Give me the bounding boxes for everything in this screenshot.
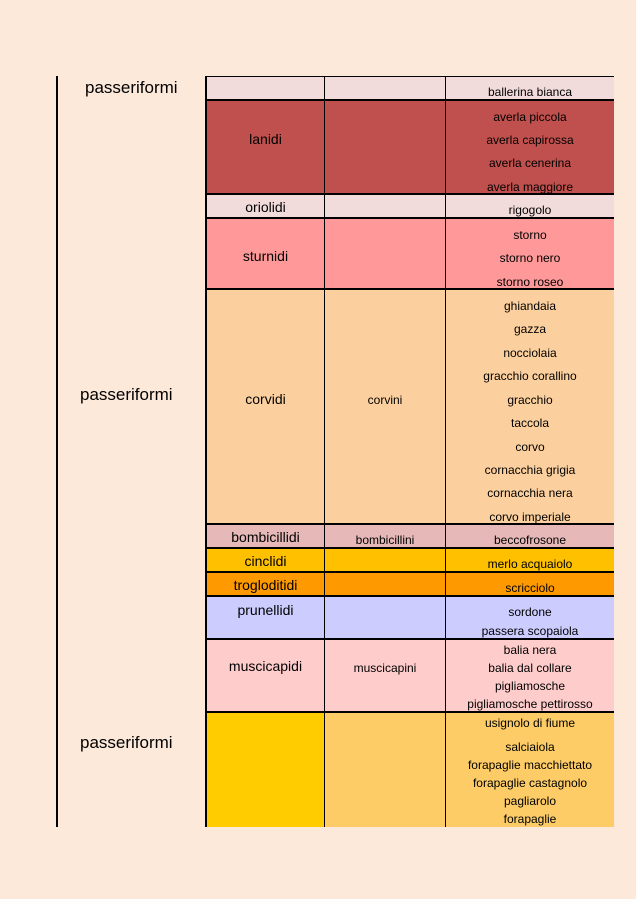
family-cell	[205, 573, 324, 595]
family-cell	[205, 219, 324, 288]
family-name: sturnidi	[242, 248, 289, 264]
species-name: forapaglie castagnolo	[472, 776, 588, 790]
species-cell	[445, 77, 614, 99]
species-cell	[445, 195, 614, 217]
family-cell	[205, 597, 324, 638]
family-name: oriolidi	[245, 199, 286, 215]
species-cell	[445, 290, 614, 523]
species-name: sordone	[508, 605, 552, 619]
family-row-bombicillidi	[205, 524, 614, 548]
family-row-muscicapidi	[205, 639, 614, 712]
species-name: ballerina bianca	[487, 85, 573, 99]
subfamily-cell	[324, 101, 445, 193]
family-name: cinclidi	[244, 553, 287, 569]
species-cell	[445, 101, 614, 193]
family-row-oriolidi	[205, 194, 614, 218]
species-name: forapaglie macchiettato	[467, 758, 593, 772]
species-name: storno	[513, 228, 547, 242]
family-row-lanidi	[205, 100, 614, 194]
species-name: ghiandaia	[503, 299, 557, 313]
family-name: muscicapidi	[228, 658, 303, 674]
subfamily-cell	[324, 713, 445, 827]
subfamily-cell	[324, 597, 445, 638]
family-cell	[205, 290, 324, 523]
family-row-trogloditidi	[205, 572, 614, 596]
species-name: pigliamosche pettirosso	[467, 697, 593, 711]
subfamily-cell	[324, 290, 445, 523]
family-row-corvidi	[205, 289, 614, 524]
species-name: salciaiola	[505, 740, 555, 754]
species-name: beccofrosone	[493, 533, 567, 547]
order-label: passeriformi	[80, 733, 173, 752]
family-cell	[205, 101, 324, 193]
family-row-prunellidi	[205, 596, 614, 639]
species-name: balia dal collare	[488, 661, 572, 675]
family-row-sturnidi	[205, 218, 614, 289]
family-name: trogloditidi	[233, 577, 298, 593]
species-cell	[445, 549, 614, 571]
family-cell	[205, 525, 324, 547]
species-name: cornacchia nera	[487, 486, 573, 500]
species-cell	[445, 525, 614, 547]
subfamily-cell	[324, 549, 445, 571]
family-name: bombicillidi	[231, 529, 300, 545]
species-name: averla maggiore	[486, 180, 574, 194]
species-name: rigogolo	[508, 203, 552, 217]
species-cell	[445, 219, 614, 288]
species-name: pagliarolo	[503, 794, 557, 808]
species-name: scricciolo	[505, 581, 555, 595]
subfamily-cell	[324, 77, 445, 99]
species-name: taccola	[510, 416, 550, 430]
family-cell	[205, 77, 324, 99]
order-label: passeriformi	[80, 385, 173, 404]
order-label: passeriformi	[85, 78, 178, 97]
family-row	[205, 712, 614, 827]
species-name: cornacchia grigia	[484, 463, 576, 477]
family-row	[205, 76, 614, 100]
species-name: averla piccola	[493, 110, 567, 124]
species-name: passera scopaiola	[481, 624, 579, 638]
species-cell	[445, 713, 614, 827]
family-name: prunellidi	[237, 602, 294, 618]
species-name: averla capirossa	[486, 133, 574, 147]
subfamily-cell	[324, 219, 445, 288]
species-name: usignolo di fiume	[484, 716, 576, 730]
species-name: balia nera	[503, 643, 557, 657]
subfamily-name: bombicillini	[355, 533, 415, 547]
species-name: gracchio	[507, 393, 553, 407]
subfamily-cell	[324, 573, 445, 595]
species-name: nocciolaia	[503, 346, 557, 360]
species-name: gazza	[513, 322, 547, 336]
subfamily-cell	[324, 525, 445, 547]
family-cell	[205, 549, 324, 571]
family-cell	[205, 713, 324, 827]
species-name: storno nero	[499, 251, 561, 265]
species-name: gracchio corallino	[483, 369, 577, 383]
subfamily-cell	[324, 640, 445, 711]
species-name: averla cenerina	[488, 156, 572, 170]
species-cell	[445, 640, 614, 711]
subfamily-cell	[324, 195, 445, 217]
species-name: merlo acquaiolo	[487, 557, 573, 571]
species-cell	[445, 597, 614, 638]
species-name: corvo	[515, 440, 545, 454]
subfamily-name: muscicapini	[353, 661, 417, 675]
family-name: corvidi	[245, 391, 286, 407]
order-column-line	[56, 76, 58, 827]
family-cell	[205, 195, 324, 217]
subfamily-name: corvini	[367, 393, 403, 407]
family-row-cinclidi	[205, 548, 614, 572]
species-cell	[445, 573, 614, 595]
family-name: lanidi	[249, 131, 282, 147]
species-name: pigliamosche	[494, 679, 566, 693]
family-cell	[205, 640, 324, 711]
species-name: forapaglie	[503, 812, 557, 826]
species-name: storno roseo	[496, 275, 564, 289]
species-name: corvo imperiale	[489, 510, 571, 524]
